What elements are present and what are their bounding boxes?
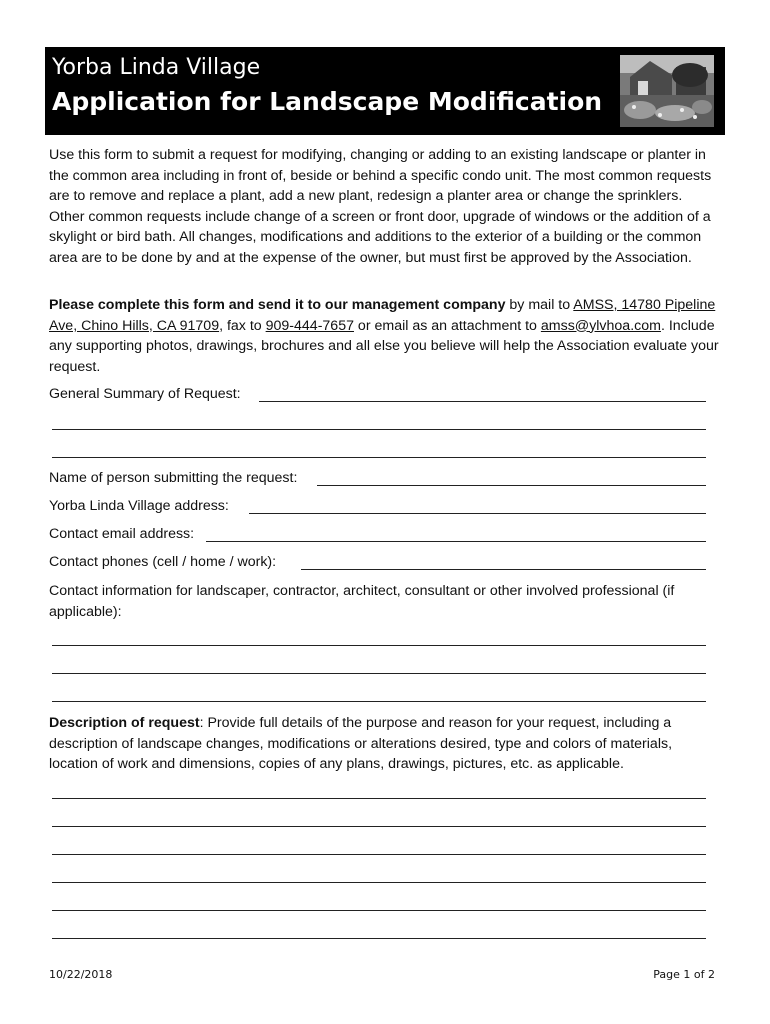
summary-label: General Summary of Request: bbox=[49, 386, 241, 402]
phones-label: Contact phones (cell / home / work): bbox=[49, 554, 277, 570]
description-paragraph bbox=[49, 713, 721, 775]
fax-number-link[interactable]: 909-444-7657 bbox=[265, 317, 354, 334]
submit-email-text: or email as an attachment to bbox=[353, 317, 541, 334]
submit-by-mail: by mail to bbox=[505, 297, 574, 313]
contact-line-3[interactable] bbox=[52, 701, 706, 702]
intro-paragraph: Use this form to submit a request for modifying, changing or adding to an existing landscape or planter in the common area including in front of, beside or behind a specific condo unit. The most common requests are to remove and replace a plant, add a new plant, redesign a planter area or change the sprinklers. Other common requests include change of a screen or front door, upgrade of windows or the addition of a skylight or bird bath. All changes, modifications and additions to the exterior of a building or the common area are to be done by and at the expense of the owner, but must first be approved by the Association. bbox=[49, 147, 712, 266]
email-link[interactable]: amss@ylvhoa.com bbox=[540, 317, 661, 334]
summary-line-3[interactable] bbox=[52, 457, 706, 458]
email-line[interactable] bbox=[206, 541, 706, 542]
footer-date: 10/22/2018 bbox=[49, 968, 113, 981]
summary-line-2[interactable] bbox=[52, 429, 706, 430]
mailing-address-link[interactable]: AMSS, 14780 Pipeline Ave, Chino Hills, CA 91709 bbox=[49, 297, 716, 334]
submit-fax-text: , fax to bbox=[219, 317, 266, 334]
org-name: Yorba Linda Village bbox=[52, 55, 261, 80]
email-label: Contact email address: bbox=[49, 526, 195, 542]
contact-info-label: Contact information for landscaper, contractor, architect, consultant or other involved professional (if applicable): bbox=[49, 583, 675, 620]
description-text: : Provide full details of the purpose and reason for your request, including a description of landscape changes, modifications or alterations desired, type and colors of materials, location of work and dimensions, copies of any plans, drawings, pictures, etc. as applicable. bbox=[49, 715, 673, 773]
address-label: Yorba Linda Village address: bbox=[49, 498, 229, 514]
garden-photo bbox=[620, 55, 714, 127]
address-line[interactable] bbox=[249, 513, 706, 514]
page-title: Application for Landscape Modification bbox=[52, 87, 603, 116]
submit-lead: Please complete this form and send it to our management company bbox=[49, 297, 506, 313]
footer-page-number: Page 1 of 2 bbox=[653, 968, 715, 981]
description-line-1[interactable] bbox=[52, 798, 706, 799]
description-line-2[interactable] bbox=[52, 826, 706, 827]
name-line[interactable] bbox=[317, 485, 706, 486]
submit-tail: . Include any supporting photos, drawings, brochures and all else you believe will help the Association evaluate your request. bbox=[49, 317, 719, 375]
contact-line-1[interactable] bbox=[52, 645, 706, 646]
phones-line[interactable] bbox=[301, 569, 706, 570]
description-label: Description of request bbox=[49, 715, 200, 731]
name-label: Name of person submitting the request: bbox=[49, 470, 298, 486]
description-line-3[interactable] bbox=[52, 854, 706, 855]
contact-line-2[interactable] bbox=[52, 673, 706, 674]
description-line-4[interactable] bbox=[52, 882, 706, 883]
summary-line[interactable] bbox=[259, 401, 706, 402]
description-line-5[interactable] bbox=[52, 910, 706, 911]
description-line-6[interactable] bbox=[52, 938, 706, 939]
submit-instructions bbox=[49, 295, 721, 377]
